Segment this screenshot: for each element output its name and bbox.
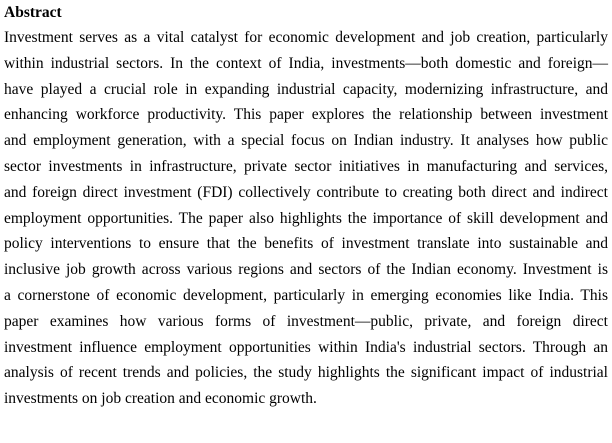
abstract-line: enhancing workforce productivity. This paper explores the relationship between investment [4,106,608,124]
abstract-line: inclusive job growth across various regions and sectors of the Indian economy. Investment is [4,261,608,279]
abstract-line: sector investments in infrastructure, private sector initiatives in manufacturing and services, [4,157,608,175]
abstract-line: analysis of recent trends and policies, the study highlights the significant impact of industrial [4,364,608,382]
abstract-line: investment influence employment opportunities within India's industrial sectors. Through an [4,338,608,356]
abstract-heading: Abstract [4,4,62,21]
abstract-line: Investment serves as a vital catalyst for economic development and job creation, particularly [4,29,608,46]
abstract-line: investments on job creation and economic growth. [4,390,317,408]
abstract-line: and employment generation, with a special focus on Indian industry. It analyses how public [4,132,608,150]
abstract-line: policy interventions to ensure that the benefits of investment translate into sustainable and [4,235,608,253]
abstract-section [4,3,608,412]
abstract-line: a cornerstone of economic development, particularly in emerging economies like India. This [4,286,608,304]
abstract-line: and foreign direct investment (FDI) collectively contribute to creating both direct and indirect [4,183,608,201]
abstract-line: have played a crucial role in expanding industrial capacity, modernizing infrastructure, and [4,80,608,98]
abstract-body [4,25,608,412]
abstract-line: within industrial sectors. In the context of India, investments—both domestic and foreign— [4,54,608,72]
abstract-line: employment opportunities. The paper also highlights the importance of skill development and [4,209,608,227]
abstract-line: paper examines how various forms of investment—public, private, and foreign direct [4,312,608,330]
